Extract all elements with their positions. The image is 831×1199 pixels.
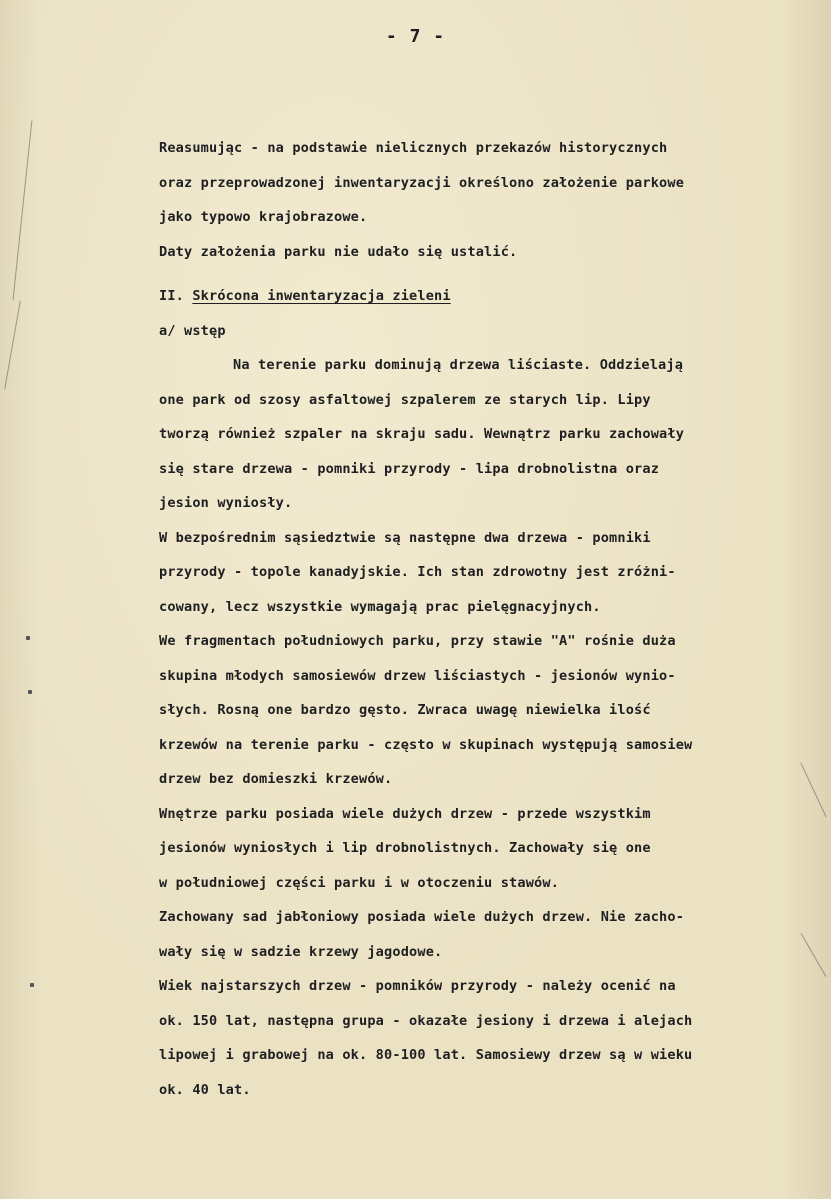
- text-line: tworzą również szpaler na skraju sadu. Wewnątrz parku zachowały: [159, 426, 685, 442]
- text-line: lipowej i grabowej na ok. 80-100 lat. Samosiewy drzew są w wieku: [159, 1047, 693, 1063]
- margin-pencil-mark: [13, 120, 33, 299]
- text-line: w południowej części parku i w otoczeniu stawów.: [159, 874, 560, 891]
- text-line: oraz przeprowadzonej inwentaryzacji określono założenie parkowe: [159, 174, 685, 191]
- text-line: ok. 150 lat, następna grupa - okazałe jesiony i drzewa i alejach: [159, 1012, 693, 1029]
- text-line: drzew bez domieszki krzewów.: [159, 771, 393, 787]
- text-line: się stare drzewa - pomniki przyrody - lipa drobnolistna oraz: [159, 460, 660, 477]
- text-line: przyrody - topole kanadyjskie. Ich stan zdrowotny jest zróżni-: [159, 564, 676, 580]
- section-heading: [159, 279, 831, 314]
- text-line: jesion wyniosły.: [159, 495, 293, 511]
- text-line: Na terenie parku dominują drzewa liściaste. Oddzielają: [233, 357, 684, 373]
- text-line: słych. Rosną one bardzo gęsto. Zwraca uwagę niewielka ilość: [159, 702, 651, 718]
- page-number: - 7 -: [385, 26, 446, 47]
- margin-dot: [30, 983, 34, 987]
- text-line: Reasumując - na podstawie nielicznych przekazów historycznych: [159, 140, 668, 156]
- section-number: II.: [159, 288, 193, 304]
- margin-dot: [28, 690, 32, 694]
- text-line: krzewów na terenie parku - często w skupinach występują samosiew: [159, 736, 693, 753]
- text-line: jesionów wyniosłych i lip drobnolistnych. Zachowały się one: [159, 840, 651, 856]
- text-line: Daty założenia parku nie udało się ustalić.: [159, 243, 518, 260]
- text-line: We fragmentach południowych parku, przy stawie "A" rośnie duża: [159, 633, 676, 649]
- subsection-heading: a/ wstęp: [159, 322, 226, 339]
- text-line: Wnętrze parku posiada wiele dużych drzew - przede wszystkim: [159, 805, 651, 822]
- body-text: [159, 131, 831, 1107]
- text-line: Zachowany sad jabłoniowy posiada wiele dużych drzew. Nie zacho-: [159, 909, 685, 925]
- text-line: jako typowo krajobrazowe.: [159, 209, 368, 225]
- text-line: ok. 40 lat.: [159, 1081, 251, 1098]
- margin-pencil-mark: [4, 301, 21, 390]
- margin-dot: [26, 636, 30, 640]
- text-line: cowany, lecz wszystkie wymagają prac pielęgnacyjnych.: [159, 598, 601, 615]
- text-line: Wiek najstarszych drzew - pomników przyrody - należy ocenić na: [159, 978, 676, 994]
- section-title: Skrócona inwentaryzacja zieleni: [192, 288, 451, 304]
- text-line: skupina młodych samosiewów drzew liściastych - jesionów wynio-: [159, 667, 676, 684]
- text-line: wały się w sadzie krzewy jagodowe.: [159, 943, 443, 960]
- text-line: W bezpośrednim sąsiedztwie są następne dwa drzewa - pomniki: [159, 529, 651, 546]
- text-line: one park od szosy asfaltowej szpalerem ze starych lip. Lipy: [159, 391, 651, 408]
